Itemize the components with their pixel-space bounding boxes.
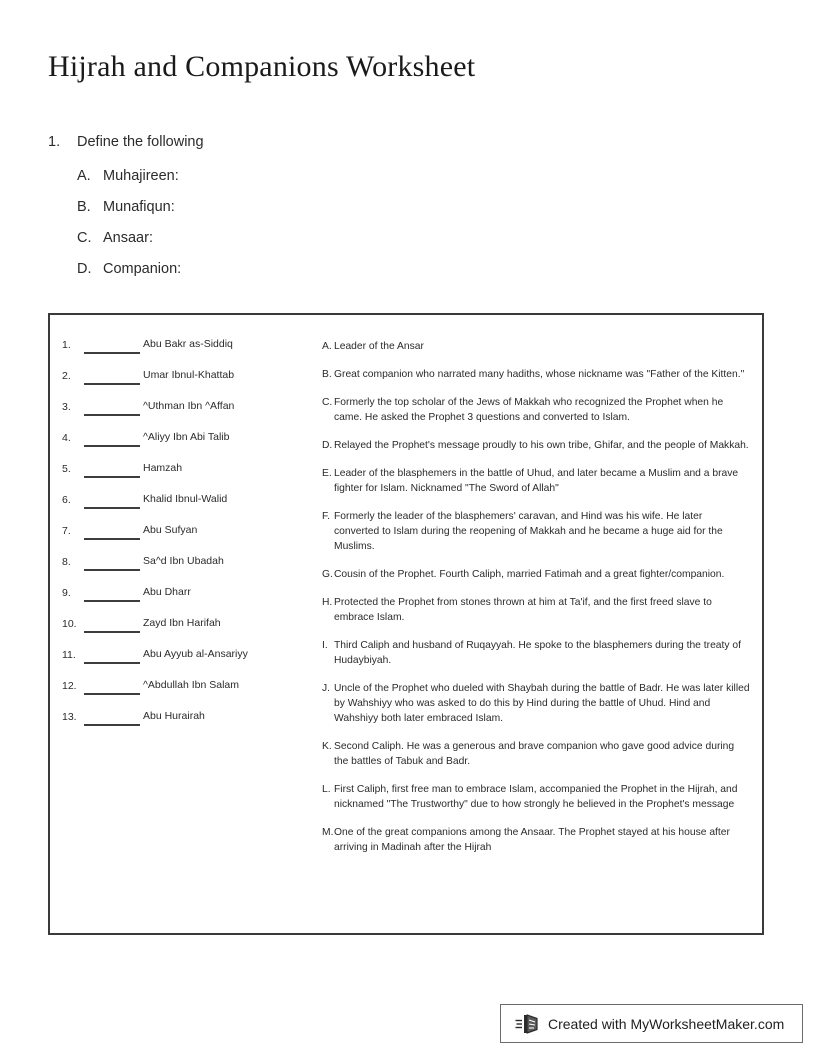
matching-definition-letter: G. <box>322 569 333 580</box>
define-term-label: Muhajireen: <box>103 168 179 184</box>
define-term-letter: B. <box>77 199 91 215</box>
matching-name-number: 13. <box>62 711 77 723</box>
page-title: Hijrah and Companions Worksheet <box>48 50 476 83</box>
answer-blank[interactable] <box>84 709 140 726</box>
answer-blank[interactable] <box>84 337 140 354</box>
matching-name-row <box>62 337 290 354</box>
matching-name-row <box>62 492 290 509</box>
matching-definitions-column <box>322 339 750 868</box>
matching-definition-letter: I. <box>322 640 328 651</box>
matching-name-number: 12. <box>62 680 77 692</box>
matching-name-label: Hamzah <box>143 462 183 474</box>
matching-name-label: Sa^d Ibn Ubadah <box>143 555 224 567</box>
matching-name-label: Abu Ayyub al-Ansariyy <box>143 648 248 660</box>
define-term-letter: D. <box>77 261 92 277</box>
answer-blank[interactable] <box>84 616 140 633</box>
matching-name-row <box>62 368 290 385</box>
matching-name-row <box>62 399 290 416</box>
matching-definition-row <box>322 638 750 668</box>
matching-definition-letter: F. <box>322 511 331 522</box>
matching-definition-letter: J. <box>322 683 331 694</box>
matching-name-label: ^Aliyy Ibn Abi Talib <box>143 431 230 443</box>
matching-name-row <box>62 709 290 726</box>
answer-blank[interactable] <box>84 678 140 695</box>
winged-page-logo-icon <box>515 1012 541 1036</box>
matching-name-label: Abu Hurairah <box>143 710 205 722</box>
matching-definition-text: Third Caliph and husband of Ruqayyah. He spoke to the blasphemers during the treaty of Hudaybiyah. <box>334 640 741 666</box>
answer-blank[interactable] <box>84 523 140 540</box>
matching-definition-row <box>322 466 750 496</box>
answer-blank[interactable] <box>84 492 140 509</box>
matching-name-label: Khalid Ibnul-Walid <box>143 493 228 505</box>
matching-name-number: 6. <box>62 494 71 506</box>
define-term-item <box>77 230 768 246</box>
matching-name-number: 1. <box>62 339 71 351</box>
matching-definition-letter: K. <box>322 741 332 752</box>
matching-definition-text: Uncle of the Prophet who dueled with Shaybah during the battle of Badr. He was later killed by Wahshiyy who was asked to do this by Hind during the battle of Uhud. Hind and Wahshiyy both later embraced Islam. <box>334 683 750 724</box>
matching-definition-letter: L. <box>322 784 331 795</box>
define-term-letter: A. <box>77 168 91 184</box>
matching-definition-text: First Caliph, first free man to embrace Islam, accompanied the Prophet in the Hijrah, and nicknamed "The Trustworthy" due to how strongly he believed in the Prophet's message <box>334 784 738 810</box>
matching-exercise-box <box>48 313 764 935</box>
matching-name-row <box>62 523 290 540</box>
matching-definition-text: Second Caliph. He was a generous and brave companion who gave good advice during the battles of Tabuk and Badr. <box>334 741 735 767</box>
matching-name-number: 9. <box>62 587 71 599</box>
matching-name-row <box>62 647 290 664</box>
question-block <box>48 134 768 292</box>
matching-definition-text: Great companion who narrated many hadiths, whose nickname was "Father of the Kitten." <box>334 369 745 380</box>
matching-name-number: 8. <box>62 556 71 568</box>
matching-definition-row <box>322 339 750 354</box>
matching-definition-text: Cousin of the Prophet. Fourth Caliph, married Fatimah and a great fighter/companion. <box>334 569 725 580</box>
matching-name-row <box>62 430 290 447</box>
answer-blank[interactable] <box>84 647 140 664</box>
matching-names-column <box>62 337 290 740</box>
answer-blank[interactable] <box>84 461 140 478</box>
matching-definition-row <box>322 395 750 425</box>
question-prompt-row <box>48 134 768 150</box>
matching-definition-letter: B. <box>322 369 332 380</box>
created-with-label: Created with MyWorksheetMaker.com <box>548 1015 785 1032</box>
matching-name-label: Abu Bakr as-Siddiq <box>143 338 233 350</box>
question-number: 1. <box>48 134 61 150</box>
matching-definition-text: Leader of the Ansar <box>334 341 424 352</box>
question-prompt: Define the following <box>77 134 204 150</box>
define-term-item <box>77 199 768 215</box>
define-term-label: Munafiqun: <box>103 199 175 215</box>
matching-name-number: 10. <box>62 618 77 630</box>
matching-name-row <box>62 616 290 633</box>
matching-definition-text: Leader of the blasphemers in the battle of Uhud, and later became a Muslim and a brave fighter for Islam. Nicknamed "The Sword of Allah" <box>334 468 739 494</box>
matching-definition-letter: D. <box>322 440 333 451</box>
matching-name-row <box>62 678 290 695</box>
matching-definition-row <box>322 509 750 554</box>
matching-name-label: Zayd Ibn Harifah <box>143 617 221 629</box>
matching-definition-row <box>322 739 750 769</box>
matching-name-row <box>62 461 290 478</box>
define-term-item <box>77 168 768 184</box>
answer-blank[interactable] <box>84 368 140 385</box>
matching-name-number: 5. <box>62 463 71 475</box>
matching-name-number: 7. <box>62 525 71 537</box>
matching-definition-row <box>322 681 750 726</box>
matching-definition-letter: C. <box>322 397 333 408</box>
matching-definition-row <box>322 782 750 812</box>
matching-name-label: Abu Dharr <box>143 586 191 598</box>
matching-definition-text: Formerly the top scholar of the Jews of Makkah who recognized the Prophet when he came. He asked the Prophet 3 questions and converted to Islam. <box>334 397 724 423</box>
define-term-list <box>77 168 768 277</box>
matching-definition-row <box>322 567 750 582</box>
answer-blank[interactable] <box>84 399 140 416</box>
matching-definition-row <box>322 367 750 382</box>
matching-definition-row <box>322 438 750 453</box>
matching-definition-letter: M. <box>322 827 334 838</box>
define-term-label: Ansaar: <box>103 230 153 246</box>
matching-name-number: 4. <box>62 432 71 444</box>
define-term-letter: C. <box>77 230 92 246</box>
define-term-label: Companion: <box>103 261 182 277</box>
matching-definition-text: Protected the Prophet from stones thrown at him at Ta'if, and the first freed slave to embrace Islam. <box>334 597 712 623</box>
matching-name-label: ^Uthman Ibn ^Affan <box>143 400 235 412</box>
matching-name-number: 3. <box>62 401 71 413</box>
matching-name-number: 11. <box>62 649 76 661</box>
matching-name-row <box>62 554 290 571</box>
matching-name-number: 2. <box>62 370 71 382</box>
answer-blank[interactable] <box>84 430 140 447</box>
matching-definition-text: One of the great companions among the Ansaar. The Prophet stayed at his house after arriving in Madinah after the Hijrah <box>334 827 730 853</box>
matching-definition-letter: A. <box>322 341 332 352</box>
created-with-badge[interactable] <box>500 1004 803 1043</box>
answer-blank[interactable] <box>84 554 140 571</box>
matching-name-row <box>62 585 290 602</box>
matching-name-label: Abu Sufyan <box>143 524 198 536</box>
matching-name-label: ^Abdullah Ibn Salam <box>143 679 239 691</box>
matching-definition-text: Formerly the leader of the blasphemers' caravan, and Hind was his wife. He later converted to Islam during the reopening of Makkah and he became a huge aid for the Muslims. <box>334 511 723 552</box>
matching-definition-letter: H. <box>322 597 333 608</box>
matching-definition-text: Relayed the Prophet's message proudly to his own tribe, Ghifar, and the people of Makkah. <box>334 440 749 451</box>
matching-name-label: Umar Ibnul-Khattab <box>143 369 235 381</box>
matching-definition-row <box>322 825 750 855</box>
define-term-item <box>77 261 768 277</box>
matching-definition-row <box>322 595 750 625</box>
matching-definition-letter: E. <box>322 468 332 479</box>
answer-blank[interactable] <box>84 585 140 602</box>
